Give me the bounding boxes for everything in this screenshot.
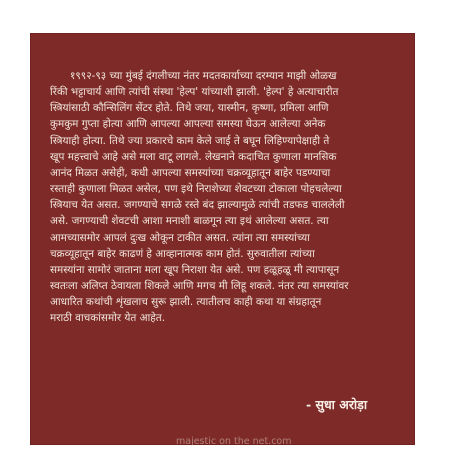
blurb-line: मराठी वाचकांसमोर येत आहेत. bbox=[50, 312, 166, 325]
blurb-line: समस्यांना सामोरं जाताना मला खूप निराशा येत असे. पण हळूहळू मी त्यापासून bbox=[50, 263, 340, 276]
blurb-line: आमच्यासमोर आपलं दुःख ओकून टाकीत असत. त्यांना त्या समस्यांच्या bbox=[50, 231, 310, 244]
blurb-line: रिंकी भट्टाचार्य आणि त्यांची संस्था 'हेल्प' यांच्याशी झाली. 'हेल्प' हे अत्याचारीत bbox=[50, 86, 339, 99]
blurb-line: स्त्रियाही होत्या. तिथे ज्या प्रकारचे काम केले जाई ते बघून लिहिण्यापेक्षाही ते bbox=[50, 134, 330, 147]
blurb-line: रस्ताही कुणाला मिळत असेल, पण इथे निराशेच्या शेवटच्या टोकाला पोहचलेल्या bbox=[50, 183, 342, 196]
blurb-line: स्त्रियाच येत असत. जगण्याचे सगळे रस्ते बंद झाल्यामुळे त्यांची तडफड चाललेली bbox=[50, 199, 345, 212]
blurb-line: आनंद मिळत असेही, कधी आपल्या समस्यांच्या चक्रव्यूहातून बाहेर पडण्याचा bbox=[50, 166, 331, 179]
author-signature: - सुधा अरोड़ा bbox=[306, 397, 368, 412]
blurb-line: १९९२-९३ च्या मुंबई दंगलीच्या नंतर मदतकार्याच्या दरम्यान माझी ओळख bbox=[70, 70, 337, 82]
blurb-line: असे. जगण्याची शेवटची आशा मनाशी बाळगून त्या इथं आलेल्या असत. त्या bbox=[50, 215, 329, 228]
cover-blurb-paragraph bbox=[50, 68, 402, 327]
blurb-line: आधारित कथांची शृंखलाच सुरू झाली. त्यातीलच काही कथा या संग्रहातून bbox=[50, 296, 322, 309]
blurb-line: कुमकुम गुप्ता होत्या आणि आपल्या आपल्या समस्या घेऊन आलेल्या अनेक bbox=[50, 118, 326, 131]
blurb-line: खूप महत्त्वाचे आहे असे मला वाटू लागले. लेखनाने कदाचित कुणाला मानसिक bbox=[50, 150, 337, 163]
blurb-line: चक्रव्यूहातून बाहेर काढणं हे आव्हानात्मक काम होतं. सुरुवातीला त्यांच्या bbox=[50, 247, 315, 260]
website-watermark: majestic on the net.com bbox=[176, 436, 292, 447]
blurb-line: स्त्रियांसाठी कौन्सिलिंग सेंटर होते. तिथे जया, यास्मीन, कृष्णा, प्रमिला आणि bbox=[50, 102, 329, 115]
blurb-line: स्वतःला अलिप्त ठेवायला शिकले आणि मगच मी लिहू शकले. नंतर त्या समस्यांवर bbox=[50, 280, 349, 293]
